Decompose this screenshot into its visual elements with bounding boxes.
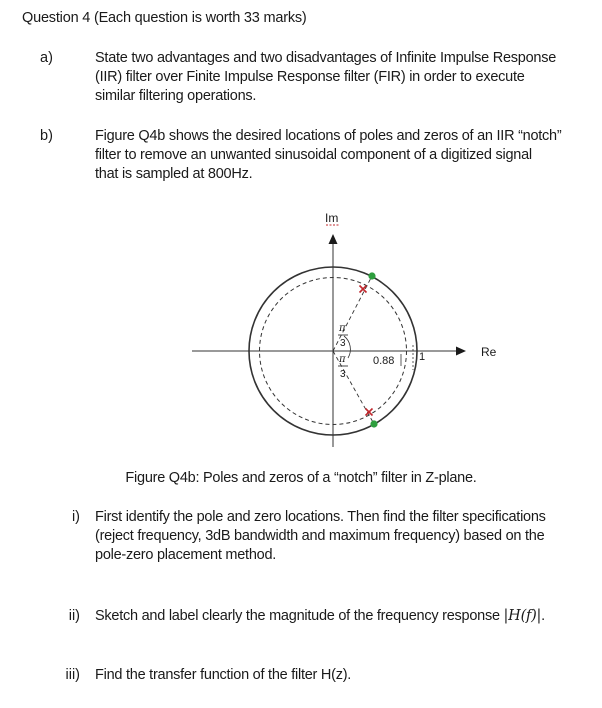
frequency-response-math: |H(f)| (503, 608, 542, 624)
part-a-line: State two advantages and two disadvantages of Infinite Impulse Response (95, 50, 557, 66)
im-axis-label: Im (325, 211, 339, 225)
radial-line-upper (333, 276, 372, 351)
part-a-line: (IIR) filter over Finite Impulse Response filter (FIR) in order to execute (95, 69, 525, 85)
unit-label: 1 (419, 351, 426, 363)
part-a-label: a) (40, 50, 53, 66)
pole-marker-upper (360, 286, 367, 293)
part-b-line: filter to remove an unwanted sinusoidal component of a digitized signal (95, 147, 532, 163)
re-axis-label: Re (481, 345, 497, 359)
real-axis-arrow-icon (456, 347, 466, 356)
sub-iii-label: iii) (65, 667, 80, 683)
sub-iii-line: Find the transfer function of the filter H(z). (95, 667, 352, 683)
sub-ii-main: Sketch and label clearly the magnitude of the frequency response (95, 608, 504, 624)
angle-label-upper-den: 3 (340, 338, 346, 349)
sub-ii-end: . (541, 608, 545, 624)
part-a-line: similar filtering operations. (95, 88, 257, 104)
sub-ii-text (95, 607, 545, 626)
zero-marker-lower (370, 420, 377, 427)
part-b-label: b) (40, 128, 53, 144)
angle-label-lower-den: 3 (340, 369, 346, 380)
radius-label: 0.88 (373, 355, 395, 367)
part-b-line: that is sampled at 800Hz. (95, 166, 253, 182)
sub-i-label: i) (71, 509, 80, 525)
sub-i-line: First identify the pole and zero locations. Then find the filter specifications (95, 509, 546, 525)
sub-i-text (95, 508, 546, 565)
sub-ii-label: ii) (68, 608, 80, 624)
question-header: Question 4 (Each question is worth 33 marks) (22, 10, 307, 26)
angle-label-upper-num: π (339, 323, 346, 334)
sub-iii-text (95, 666, 351, 685)
figure-caption: Figure Q4b: Poles and zeros of a “notch” filter in Z-plane. (125, 470, 477, 486)
sub-i-line: pole-zero placement method. (95, 547, 277, 563)
sub-i-line: (reject frequency, 3dB bandwidth and maximum frequency) based on the (95, 528, 545, 544)
angle-label-lower-num: π (339, 354, 346, 365)
zero-marker-upper (368, 272, 375, 279)
imag-axis-arrow-icon (329, 234, 338, 244)
part-b-line: Figure Q4b shows the desired locations of poles and zeros of an IIR “notch” (95, 128, 562, 144)
